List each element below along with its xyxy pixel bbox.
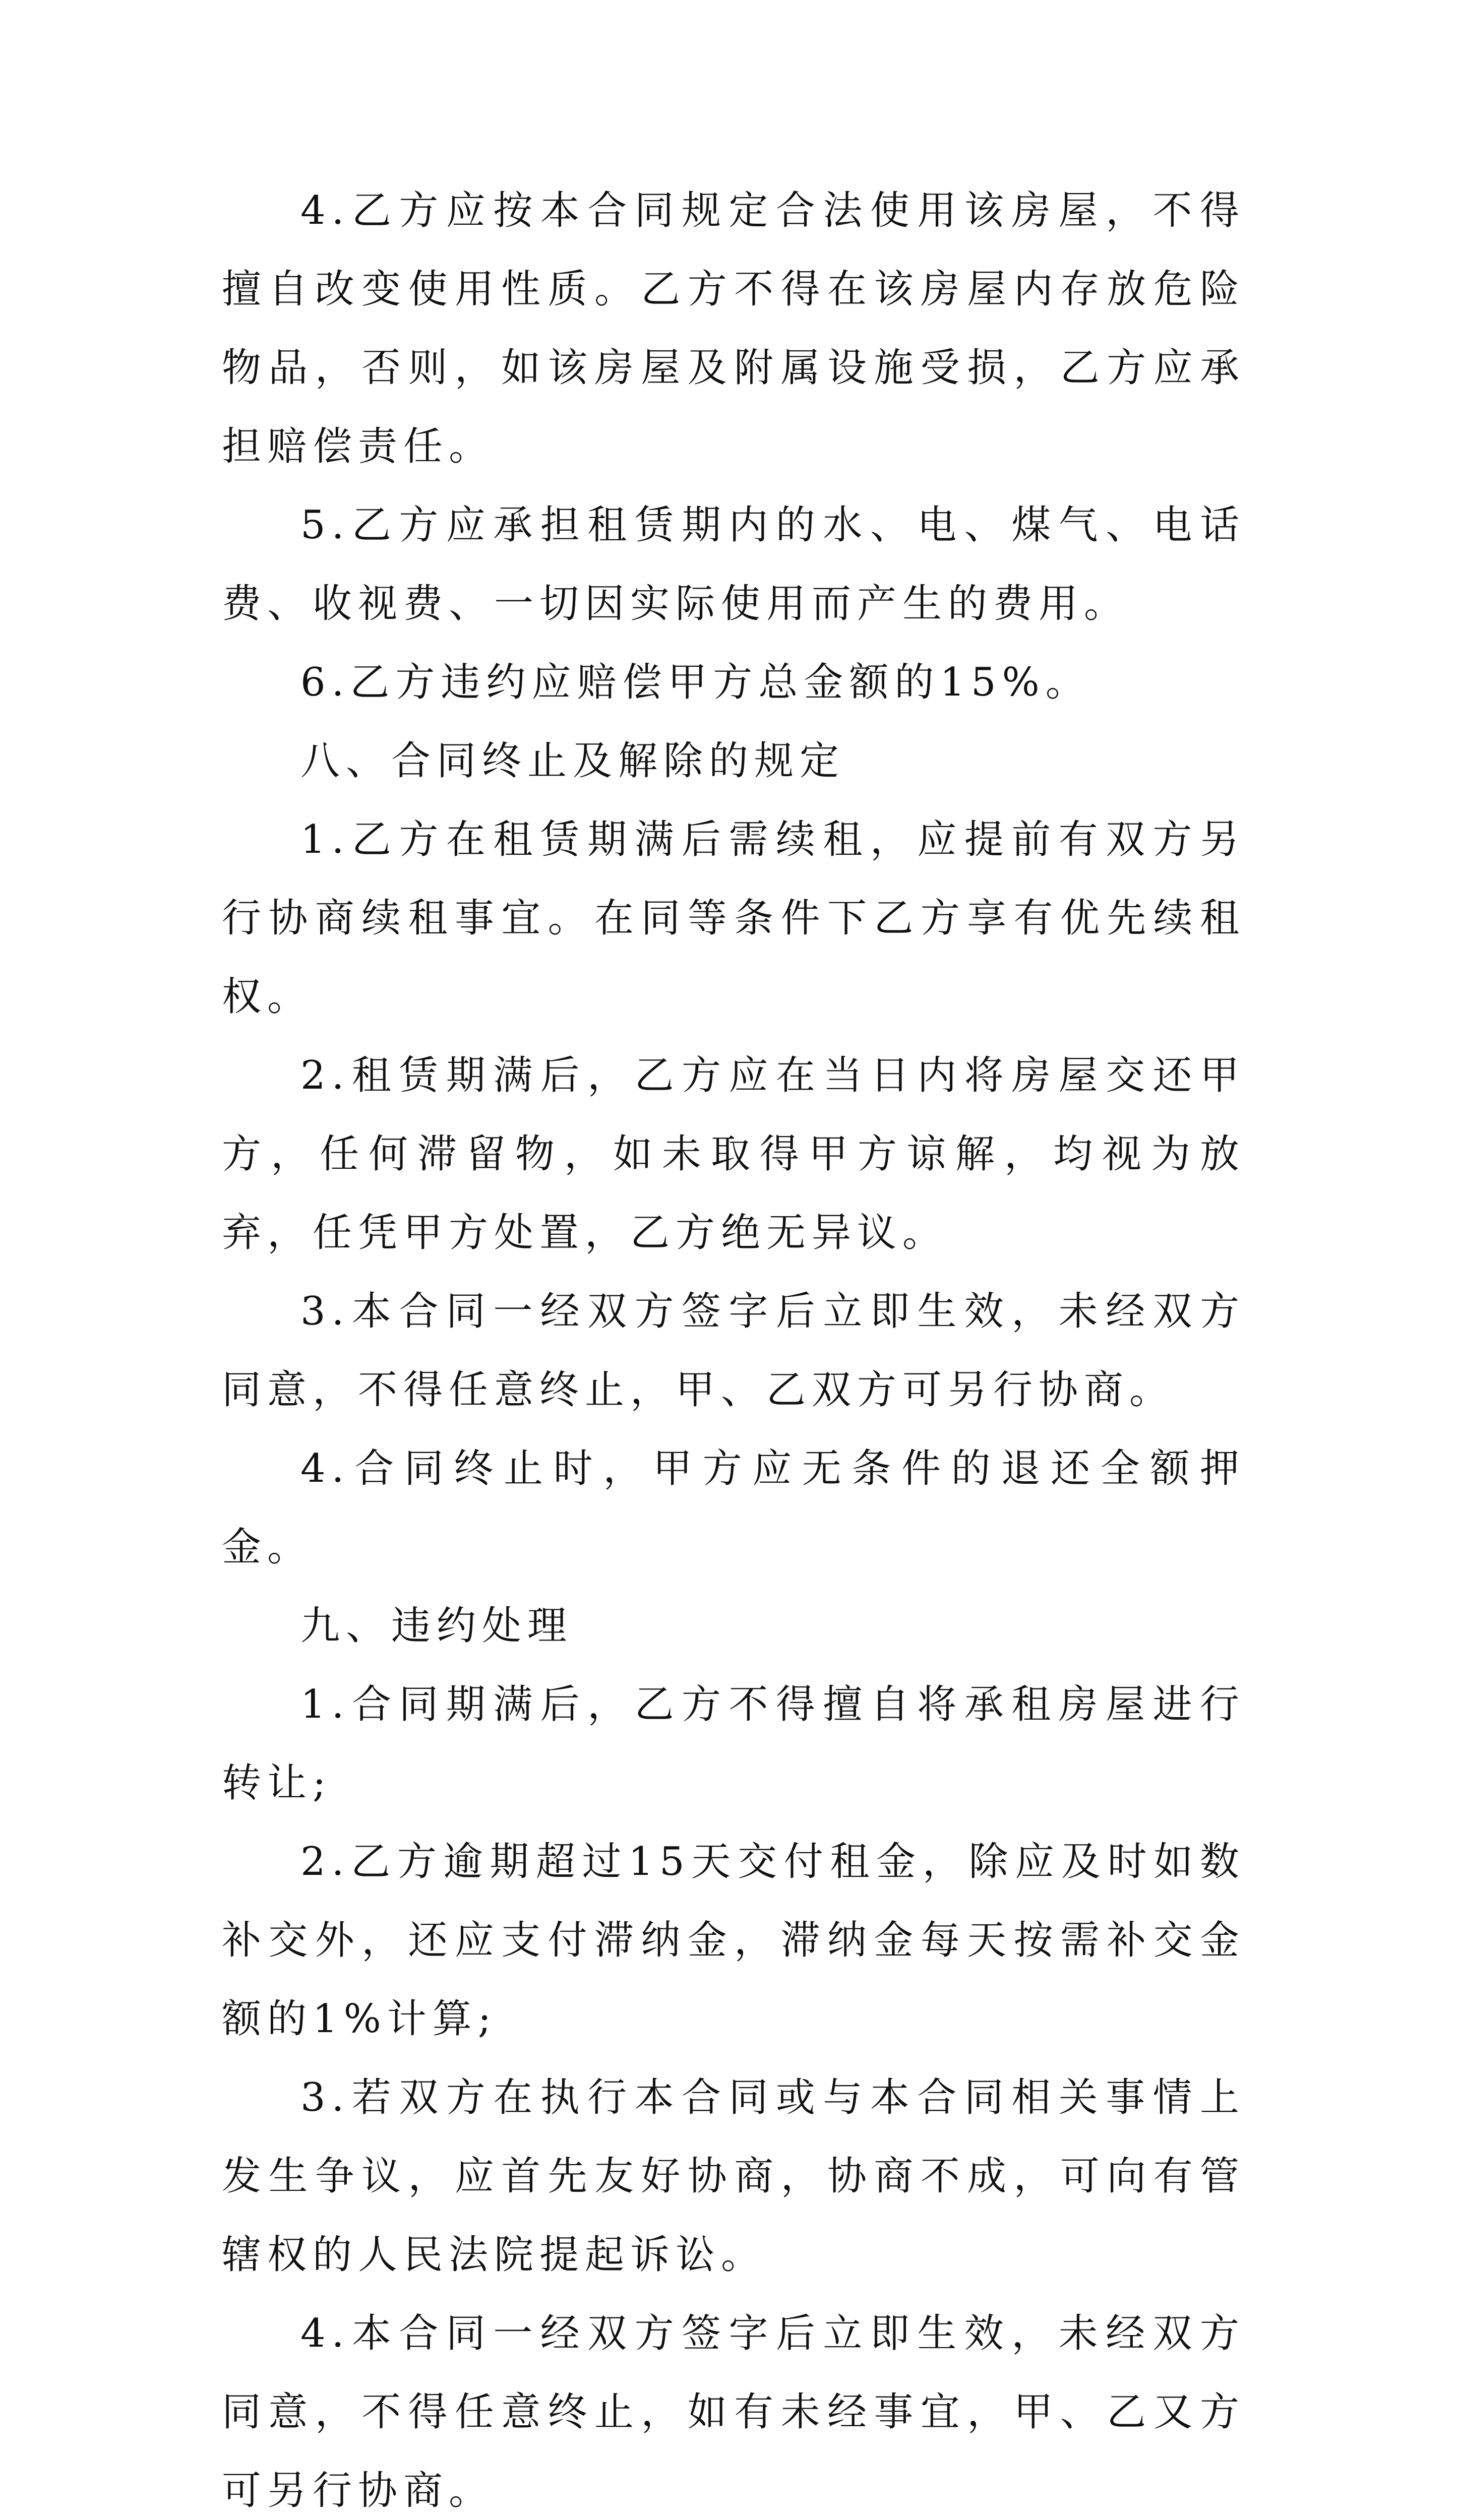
section-heading-termination: 八、合同终止及解除的规定 [300, 738, 845, 784]
breach-clause-4: 4.本合同一经双方签字后立即生效，未经双方同意，不得任意终止，如有未经事宜，甲、乙又方可另行协商。 [222, 2311, 1245, 2513]
clause-5-utility-fees: 5.乙方应承担租赁期内的水、电、煤气、电话费、收视费、一切因实际使用而产生的费用。 [222, 502, 1245, 626]
termination-clause-2: 2.租赁期满后，乙方应在当日内将房屋交还甲方，任何滞留物，如未取得甲方谅解，均视为放弃，任凭甲方处置，乙方绝无异议。 [222, 1053, 1245, 1255]
section-heading-breach: 九、违约处理 [300, 1603, 573, 1649]
document-body [222, 171, 1245, 2520]
breach-clause-1: 1.合同期满后，乙方不得擅自将承租房屋进行转让; [222, 1682, 1245, 1806]
termination-clause-3: 3.本合同一经双方签字后立即生效，未经双方同意，不得任意终止，甲、乙双方可另行协商。 [222, 1289, 1245, 1413]
termination-clause-4: 4.合同终止时，甲方应无条件的退还全额押金。 [222, 1446, 1245, 1570]
termination-clause-1: 1.乙方在租赁期满后需续租，应提前有双方另行协商续租事宜。在同等条件下乙方享有优先续租权。 [222, 817, 1245, 1020]
clause-4-use-of-premises: 4.乙方应按本合同规定合法使用该房屋，不得擅自改变使用性质。乙方不得在该房屋内存放危险物品，否则，如该房屋及附属设施受损，乙方应承担赔偿责任。 [222, 188, 1245, 469]
breach-clause-3: 3.若双方在执行本合同或与本合同相关事情上发生争议，应首先友好协商，协商不成，可向有管辖权的人民法院提起诉讼。 [222, 2075, 1245, 2278]
breach-clause-2: 2.乙方逾期超过15天交付租金，除应及时如数补交外，还应支付滞纳金，滞纳金每天按需补交金额的1%计算; [222, 1839, 1245, 2042]
clause-6-breach-compensation: 6.乙方违约应赔偿甲方总金额的15%。 [300, 660, 1091, 705]
